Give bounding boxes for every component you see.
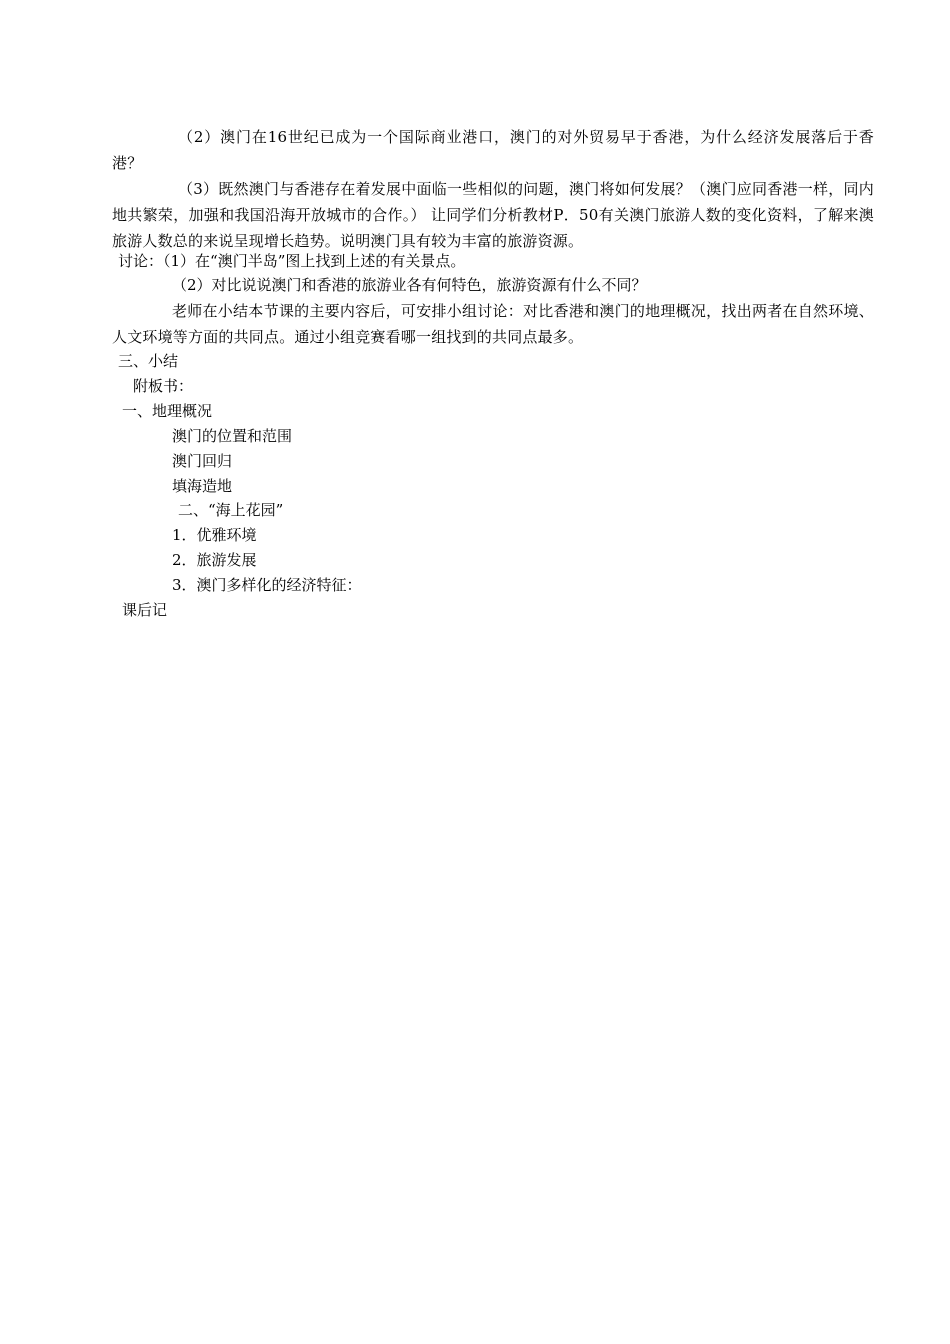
- paragraph-group-discussion: 老师在小结本节课的主要内容后，可安排小组讨论：对比香港和澳门的地理概况，找出两者在自然环境、人文环境等方面的共同点。通过小组竞赛看哪一组找到的共同点最多。: [112, 302, 874, 346]
- board-section-2-item: 2．旅游发展: [172, 551, 257, 569]
- summary-heading: 三、小结: [118, 352, 179, 370]
- footer-note: 课后记: [122, 601, 168, 619]
- board-label: 附板书：: [133, 377, 194, 395]
- discussion-item-2: （2）对比说说澳门和香港的旅游业各有何特色，旅游资源有什么不同？: [172, 276, 647, 294]
- board-section-1-item: 澳门的位置和范围: [172, 427, 293, 445]
- board-section-2-title: 二、“海上花园”: [178, 501, 284, 519]
- board-section-1-item: 澳门回归: [172, 452, 233, 470]
- board-section-1-title: 一、地理概况: [122, 402, 213, 420]
- paragraph-question-2: （2）澳门在16世纪已成为一个国际商业港口，澳门的对外贸易早于香港，为什么经济发展落后于香港？: [112, 128, 874, 172]
- board-section-2-item: 1．优雅环境: [172, 526, 257, 544]
- discussion-item-1: 讨论：（1）在“澳门半岛”图上找到上述的有关景点。: [118, 252, 466, 270]
- paragraph-question-3: （3）既然澳门与香港存在着发展中面临一些相似的问题，澳门将如何发展？（澳门应同香港一样，同内地共繁荣，加强和我国沿海开放城市的合作。） 让同学们分析教材P．50有关澳门旅游人数的变化资料，了解来澳旅游人数总的来说呈现增长趋势。说明澳门具有较为丰富的旅游资源。: [112, 180, 874, 250]
- board-section-2-item: 3．澳门多样化的经济特征：: [172, 576, 362, 594]
- board-section-1-item: 填海造地: [172, 477, 233, 495]
